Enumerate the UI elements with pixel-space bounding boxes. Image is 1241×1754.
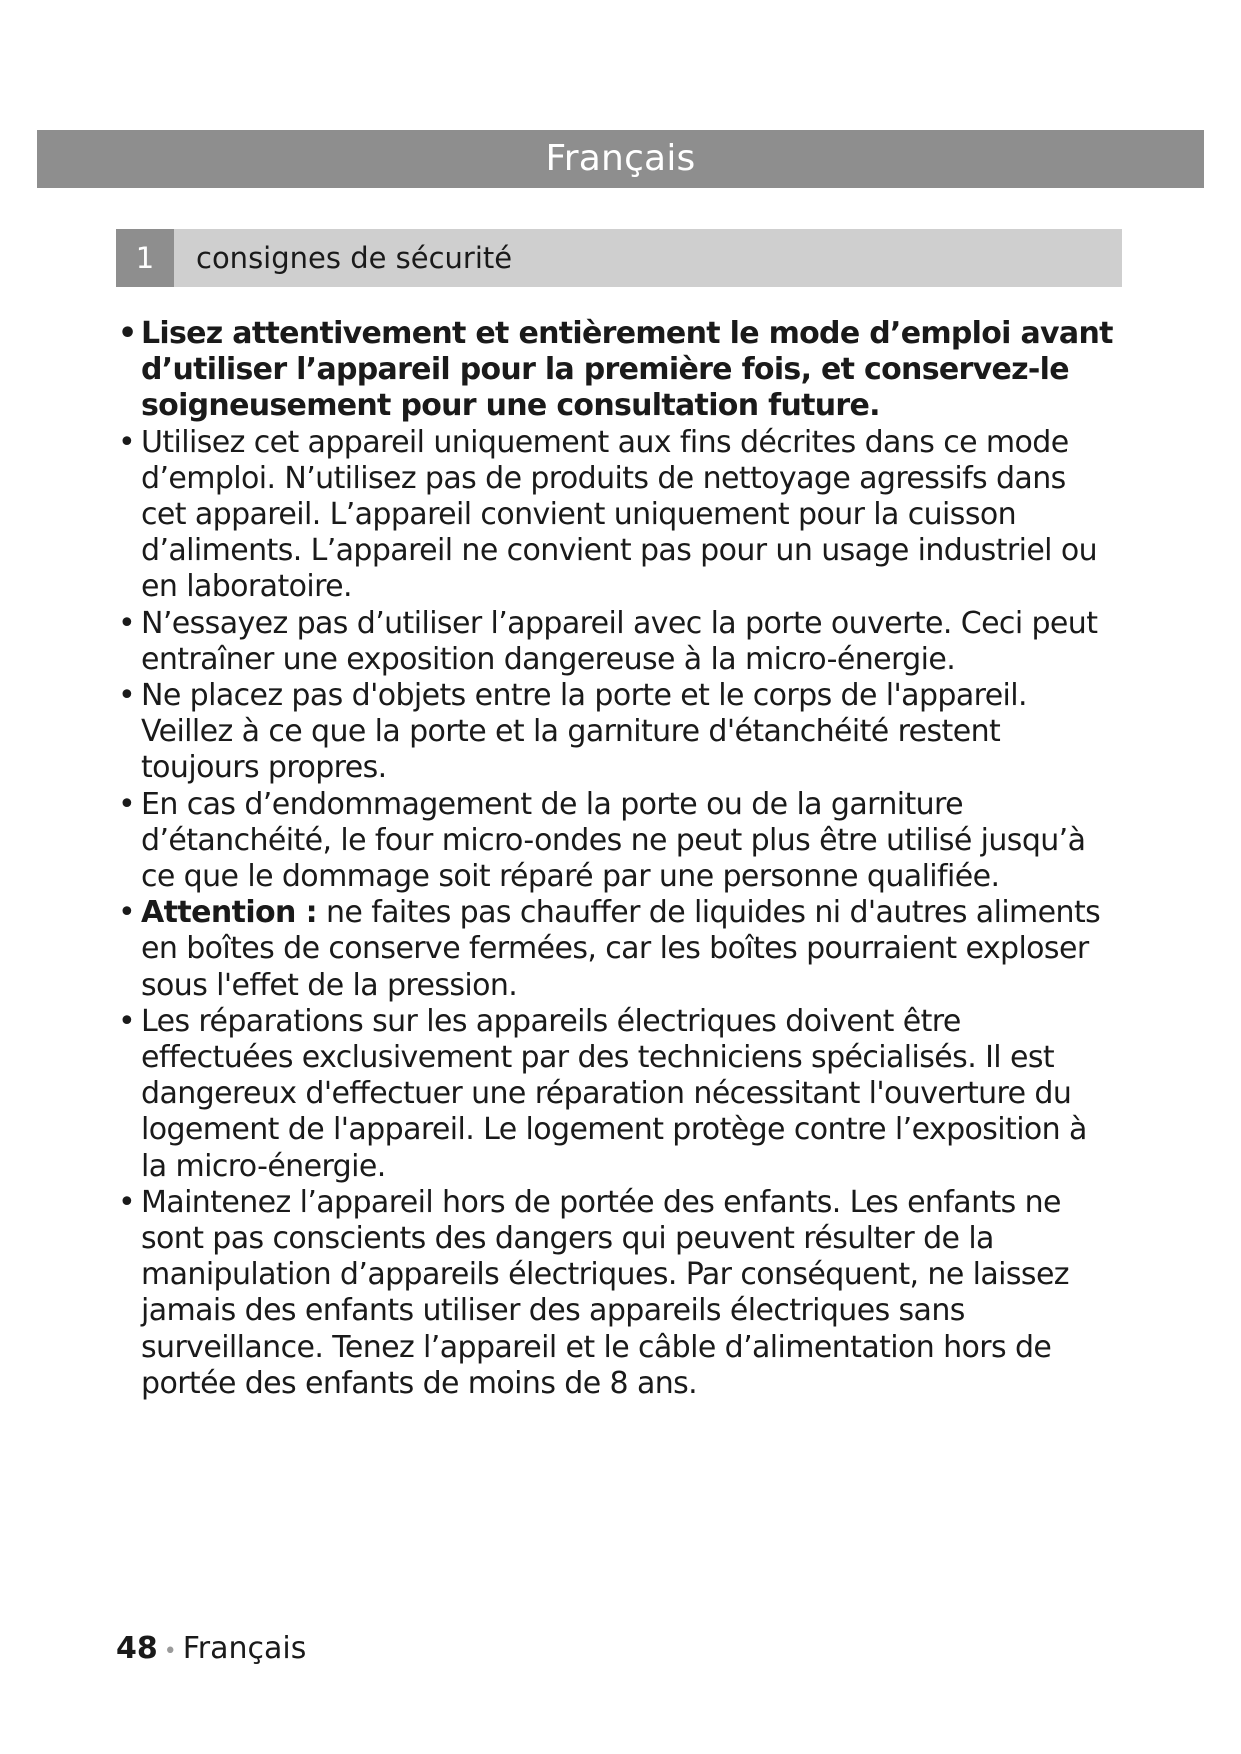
list-item: • En cas d’endommagement de la porte ou de la garniture d’étanchéité, le four micro-ondes ne peut plus être utilisé jusqu’à ce que le dommage soit réparé par une personne qualifiée.: [116, 787, 1116, 896]
language-banner: [37, 130, 1204, 188]
section-number-box: [116, 229, 174, 287]
list-item: • N’essayez pas d’utiliser l’appareil avec la porte ouverte. Ceci peut entraîner une exposition dangereuse à la micro-énergie.: [116, 606, 1116, 678]
section-title: consignes de sécurité: [196, 241, 513, 275]
list-item: • Ne placez pas d'objets entre la porte et le corps de l'appareil. Veillez à ce que la porte et la garniture d'étanchéité restent toujours propres.: [116, 678, 1116, 787]
section-header: [116, 229, 1122, 287]
list-item: • Maintenez l’appareil hors de portée des enfants. Les enfants ne sont pas conscients des dangers qui peuvent résulter de la manipulation d’appareils électriques. Par conséquent, ne laissez jamais des enfants utiliser des appareils électriques sans surveillance. Tenez l’appareil et le câble d’alimentation hors de portée des enfants de moins de 8 ans.: [116, 1185, 1116, 1402]
attention-text: ne faites pas chauffer de liquides ni d'autres aliments en boîtes de conserve fermées, car les boîtes pourraient exploser sous l'effet de la pression.: [141, 895, 1101, 1003]
footer-language: Français: [182, 1631, 307, 1666]
attention-label: Attention :: [141, 895, 318, 931]
list-item-attention: [116, 895, 1116, 1004]
language-banner-title: Français: [545, 138, 696, 179]
list-item: • Utilisez cet appareil uniquement aux fins décrites dans ce mode d’emploi. N’utilisez pas de produits de nettoyage agressifs dans cet appareil. L’appareil convient uniquement pour la cuisson d’aliments. L’appareil ne convient pas pour un usage industriel ou en laboratoire.: [116, 425, 1116, 606]
page-number: 48: [116, 1631, 158, 1666]
section-number: 1: [135, 241, 155, 275]
safety-instructions-list: [116, 316, 1116, 1402]
footer-separator: •: [163, 1639, 177, 1664]
list-item: • Lisez attentivement et entièrement le mode d’emploi avant d’utiliser l’appareil pour la première fois, et conservez-le soigneusement pour une consultation future.: [116, 316, 1116, 425]
list-item: • Les réparations sur les appareils électriques doivent être effectuées exclusivement par des techniciens spécialisés. Il est dangereux d'effectuer une réparation nécessitant l'ouverture du logement de l'appareil. Le logement protège contre l’exposition à la micro-énergie.: [116, 1004, 1116, 1185]
page-footer: [116, 1631, 306, 1670]
